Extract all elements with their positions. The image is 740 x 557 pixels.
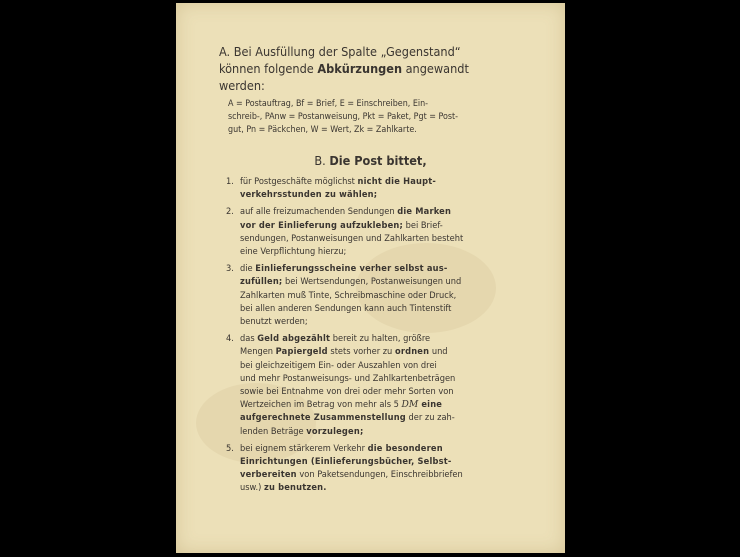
item-number: 5.	[226, 442, 234, 454]
abbr-line: schreib-, PAnw = Postanweisung, Pkt = Paket, Pgt = Post-	[228, 112, 459, 122]
list-item	[226, 175, 556, 201]
abbreviations-list	[228, 98, 558, 137]
bold-text: zufüllen;	[240, 276, 283, 288]
document-page	[176, 3, 565, 553]
text: B.	[314, 153, 330, 168]
text: und mehr Postanweisungs- und Zahlkartenbeträgen	[240, 372, 456, 384]
text: bei allen anderen Sendungen kann auch Tintenstift	[240, 302, 452, 314]
abbr-line: A = Postauftrag, Bf = Brief, E = Einschreiben, Ein-	[228, 99, 429, 109]
italic-text: DM	[401, 399, 419, 411]
text: das	[240, 333, 258, 345]
item-number: 4.	[226, 333, 234, 345]
text: der zu zah-	[405, 412, 455, 424]
text: von Paketsendungen, Einschreibbriefen	[296, 469, 463, 481]
list-item	[226, 262, 556, 328]
text: sowie bei Entnahme von drei oder mehr Sorten von	[240, 386, 454, 398]
text: bei gleichzeitigem Ein- oder Auszahlen von drei	[240, 359, 437, 371]
text: bereit zu halten, größre	[330, 333, 431, 345]
bold-text: aufgerechnete Zusammenstellung	[240, 412, 406, 424]
bold-text: die Marken	[397, 206, 452, 218]
text: die	[240, 263, 256, 275]
bold-text: Geld abgezählt	[257, 333, 331, 345]
text: bei Wertsendungen, Postanweisungen und	[282, 276, 462, 288]
text: für Postgeschäfte möglichst	[240, 176, 358, 187]
section-a-line3: werden:	[219, 78, 265, 93]
text: benutzt werden;	[240, 316, 308, 328]
text: Zahlkarten muß Tinte, Schreibmaschine oder Druck,	[240, 289, 457, 301]
text: bei Brief-	[402, 219, 443, 231]
bold-text: zu benutzen.	[263, 482, 327, 494]
text: sendungen, Postanweisungen und Zahlkarten besteht	[240, 232, 464, 244]
section-a-heading	[219, 43, 554, 94]
bold-text: verbereiten	[240, 469, 297, 481]
list-item	[226, 442, 556, 495]
bold-text: vor der Einlieferung aufzukleben;	[240, 219, 403, 231]
requests-list	[226, 175, 556, 499]
text: lenden Beträge	[240, 425, 307, 437]
bold-text: vorzulegen;	[306, 425, 364, 437]
text: angewandt	[402, 61, 469, 76]
text: Mengen	[240, 346, 276, 358]
bold-text: Papiergeld	[275, 346, 328, 358]
section-a-line1: A. Bei Ausfüllung der Spalte „Gegenstand“	[219, 44, 461, 59]
list-item	[226, 205, 556, 258]
bold-text: verkehrsstunden zu wählen;	[240, 189, 378, 201]
text: können folgende	[219, 61, 318, 76]
text: usw.)	[240, 482, 264, 494]
bold-text: Abkürzungen	[317, 61, 403, 76]
section-b-heading	[176, 153, 565, 168]
item-number: 3.	[226, 263, 234, 275]
text: eine Verpflichtung hierzu;	[240, 246, 347, 258]
text: bei eignem stärkerem Verkehr	[240, 442, 368, 454]
bold-text: Einlieferungsscheine verher selbst aus-	[255, 263, 448, 275]
bold-text: Einrichtungen (Einlieferungsbücher, Selbst-	[240, 456, 452, 468]
text: stets vorher zu	[327, 346, 395, 358]
bold-text: ordnen	[394, 346, 430, 358]
text: und	[429, 346, 448, 358]
bold-text: nicht die Haupt-	[357, 176, 436, 187]
text: auf alle freizumachenden Sendungen	[240, 206, 398, 218]
item-number: 1.	[226, 176, 234, 187]
abbr-line: gut, Pn = Päckchen, W = Wert, Zk = Zahlkarte.	[228, 125, 417, 135]
bold-text: die besonderen	[367, 442, 443, 454]
item-number: 2.	[226, 206, 234, 218]
text: Wertzeichen im Betrag von mehr als 5	[240, 399, 402, 411]
list-item	[226, 332, 556, 438]
section-a-line2	[219, 60, 554, 77]
bold-text: eine	[418, 399, 443, 411]
bold-text: Die Post bittet,	[329, 153, 427, 168]
